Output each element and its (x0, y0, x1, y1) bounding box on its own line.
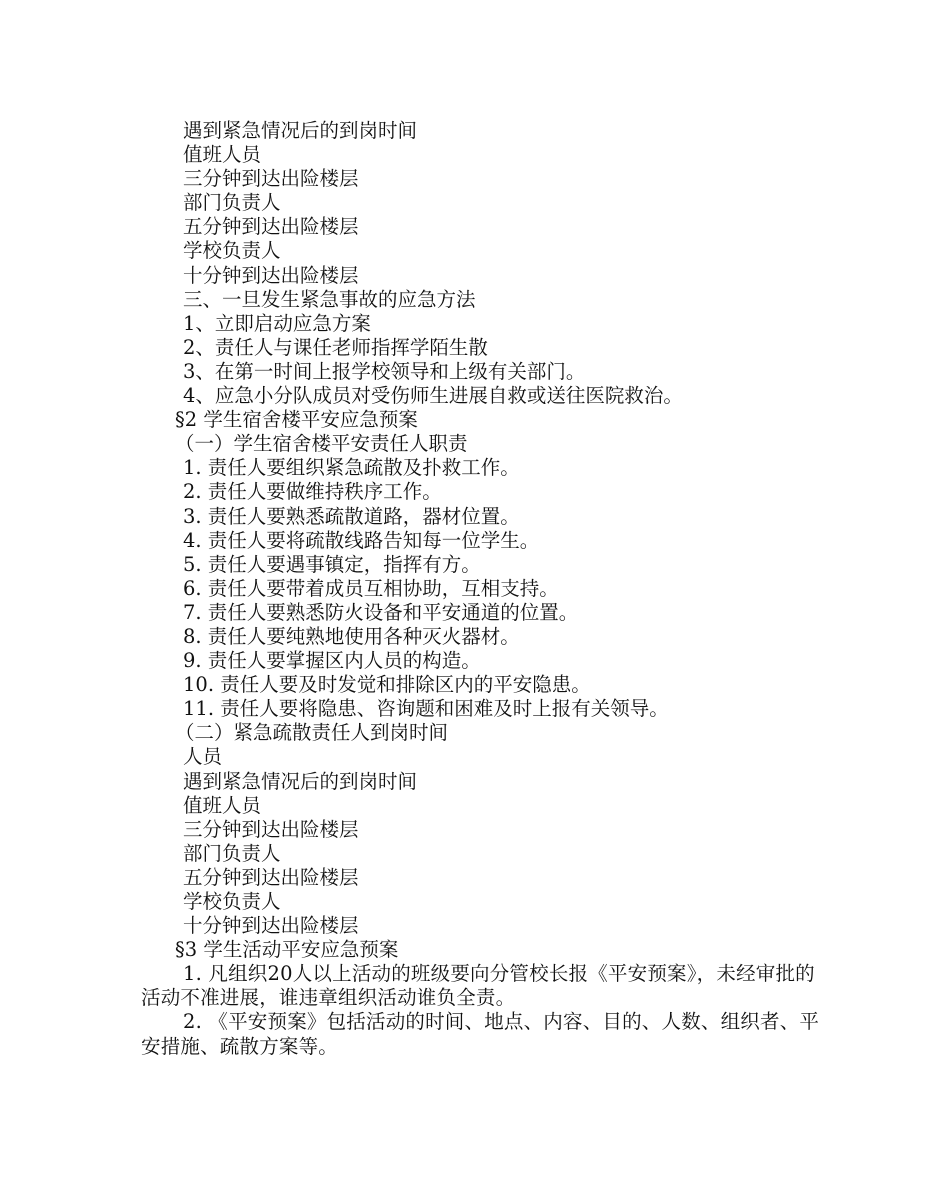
section-heading: §2 学生宿舍楼平安应急预案 (175, 408, 418, 432)
text-line: 2、责任人与课任老师指挥学陌生散 (183, 335, 488, 359)
text-line: 人员 (183, 745, 223, 769)
section-heading: 三、一旦发生紧急事故的应急方法 (183, 287, 476, 311)
list-item: 2. 责任人要做维持秩序工作。 (183, 480, 442, 504)
text-line: 三分钟到达出险楼层 (183, 817, 359, 841)
text-line: 十分钟到达出险楼层 (183, 914, 359, 938)
list-item: 8. 责任人要纯熟地使用各种灭火器材。 (183, 624, 520, 648)
list-item: 11. 责任人要将隐患、咨询题和困难及时上报有关领导。 (183, 697, 669, 721)
text-line: 值班人员 (183, 143, 262, 167)
text-line: 学校负责人 (183, 890, 281, 913)
text-line: 部门负责人 (183, 191, 281, 215)
text-line: 遇到紧急情况后的到岗时间 (183, 119, 418, 142)
text-line: 十分钟到达出险楼层 (183, 263, 359, 287)
list-item: 7. 责任人要熟悉防火设备和平安通道的位置。 (183, 600, 579, 624)
list-item: 10. 责任人要及时发觉和排除区内的平安隐患。 (183, 673, 591, 697)
list-item: 4. 责任人要将疏散线路告知每一位学生。 (183, 528, 540, 552)
section-heading: §3 学生活动平安应急预案 (175, 938, 399, 962)
text-line: 部门负责人 (183, 841, 281, 865)
list-item: 1. 责任人要组织紧急疏散及扑救工作。 (183, 456, 520, 480)
text-line: 遇到紧急情况后的到岗时间 (183, 769, 418, 793)
list-item: 6. 责任人要带着成员互相协助，互相支持。 (183, 576, 559, 600)
text-line: 1、立即启动应急方案 (183, 311, 371, 335)
text-line: 学校负责人 (183, 239, 281, 263)
paragraph: 1. 凡组织20人以上活动的班级要向分管校长报《平安预案》，未经审批的活动不准进展，谁违章组织活动谁负全责。 (141, 962, 815, 1010)
list-item: 3. 责任人要熟悉疏散道路，器材位置。 (183, 504, 520, 528)
text-line: 三分钟到达出险楼层 (183, 167, 359, 191)
list-item: 9. 责任人要掌握区内人员的构造。 (183, 649, 481, 673)
subsection-heading: （二）紧急疏散责任人到岗时间 (175, 721, 449, 745)
text-line: 五分钟到达出险楼层 (183, 865, 359, 889)
text-line: 值班人员 (183, 793, 262, 817)
document-body (141, 119, 821, 1059)
text-line: 3、在第一时间上报学校领导和上级有关部门。 (183, 359, 586, 383)
list-item: 5. 责任人要遇事镇定，指挥有方。 (183, 552, 481, 576)
paragraph: 2. 《平安预案》包括活动的时间、地点、内容、目的、人数、组织者、平安措施、疏散方案等。 (141, 1010, 820, 1058)
text-line: 4、应急小分队成员对受伤师生进展自救或送往医院救治。 (183, 384, 683, 408)
text-line: 五分钟到达出险楼层 (183, 215, 359, 239)
subsection-heading: （一）学生宿舍楼平安责任人职责 (175, 432, 468, 456)
